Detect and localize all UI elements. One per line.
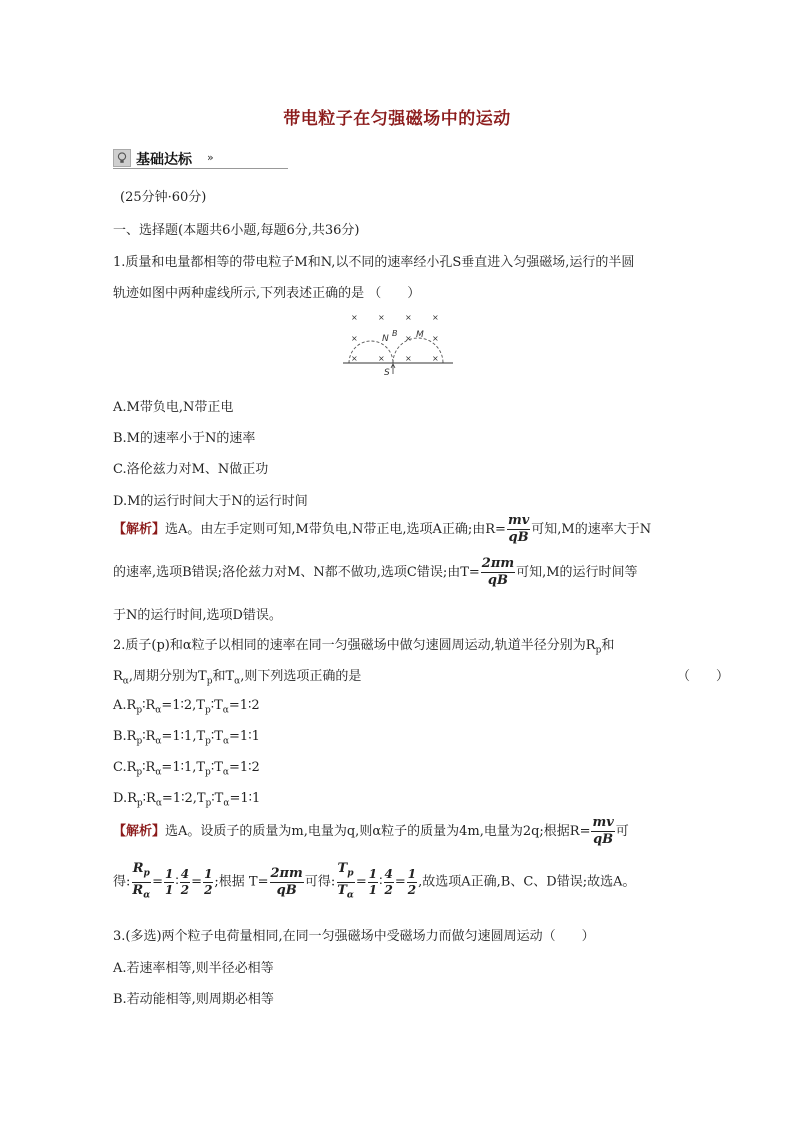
field-cross: ×	[405, 313, 412, 322]
label-s: S	[384, 368, 390, 378]
q2-stem-line1: 2.质子(p)和α粒子以相同的速率在同一匀强磁场中做匀速圆周运动,轨道半径分别为$R_p$和	[113, 638, 615, 656]
q1-analysis-line3: 于N的运行时间,选项D错误。	[113, 608, 282, 623]
q2-analysis-line2: 得: $\frac{R_p}{R_\alpha}$ = $\frac{1}{1}$ ∶ $\frac{4}{2}$ = $\frac{1}{2}$ ;根据 T= $\frac{2\pi m}{qB}$ 可得: $\frac{T_p}{T_\alpha}$ = $\frac{1}{1}$ ∶ $\frac{4}{2}$ = $\frac{1}{2}$ ,故选项A正确,B、C、D错误;故选A。	[113, 861, 636, 901]
fraction-2pim-qb: $\frac{2\pi m}{qB}$	[270, 865, 303, 898]
analysis-text: 可知,M的运行时间等	[516, 565, 638, 580]
fraction-4-2: $\frac{4}{2}$	[384, 866, 393, 897]
analysis-text: 的速率,选项B错误;洛伦兹力对M、N都不做功,选项C错误;由T=	[113, 565, 480, 580]
field-cross: ×	[405, 354, 412, 363]
q3-stem: 3.(多选)两个粒子电荷量相同,在同一匀强磁场中受磁场力而做匀速圆周运动（ ）	[113, 929, 595, 944]
q2-answer-bracket: （ ）	[677, 669, 730, 684]
q3-option-a: A.若速率相等,则半径必相等	[113, 961, 274, 976]
q3-option-b: B.若动能相等,则周期必相等	[113, 992, 274, 1007]
fraction-1-2: $\frac{1}{2}$	[407, 866, 417, 897]
fraction-1-1: $\frac{1}{1}$	[368, 866, 378, 897]
q2-analysis-line1: 【解析】选A。设质子的质量为m,电量为q,则α粒子的质量为4m,电量为2q;根据R= $\frac{mv}{qB}$ 可	[113, 815, 629, 847]
page-title: 带电粒子在匀强磁场中的运动	[283, 109, 511, 129]
field-cross: ×	[405, 334, 412, 343]
analysis-text: 可知,M的速率大于N	[531, 522, 652, 537]
field-cross: ×	[351, 334, 358, 343]
q2-option-b: $B.R_p∶R_\alpha=1∶1,T_p∶T_\alpha=1∶1$	[113, 729, 260, 747]
q1-option-a: A.M带负电,N带正电	[113, 400, 234, 415]
q1-option-b: B.M的速率小于N的速率	[113, 431, 256, 446]
field-cross: ×	[432, 354, 439, 363]
lightbulb-icon	[113, 149, 131, 167]
fraction-mv-qb: $\frac{mv}{qB}$	[507, 513, 530, 545]
q1-magnetic-field-diagram	[343, 306, 455, 378]
fraction-tp-ta: $\frac{T_p}{T_\alpha}$	[337, 861, 354, 901]
q1-stem-line1: 1.质量和电量都相等的带电粒子M和N,以不同的速率经小孔S垂直进入匀强磁场,运行的半圆	[113, 255, 635, 270]
fraction-1-2: $\frac{1}{2}$	[204, 866, 213, 897]
analysis-tag: 【解析】	[113, 824, 166, 839]
q2-option-d: $D.R_p∶R_\alpha=1∶2,T_p∶T_\alpha=1∶1$	[113, 791, 261, 809]
analysis-tag: 【解析】	[113, 522, 166, 537]
q2-stem-line2: $R_\alpha$,周期分别为$T_p$和$T_\alpha$,则下列选项正确的是	[113, 669, 362, 687]
fraction-2pim-qb: $\frac{2\pi m}{qB}$	[481, 556, 515, 588]
field-cross: ×	[351, 313, 358, 322]
fraction-4-2: $\frac{4}{2}$	[180, 866, 190, 897]
q2-option-c: $C.R_p∶R_\alpha=1∶1,T_p∶T_\alpha=1∶2$	[113, 760, 260, 778]
field-cross: ×	[432, 313, 439, 322]
section-label: 基础达标	[136, 152, 192, 168]
label-m: M	[416, 330, 424, 340]
q1-stem-line2: 轨迹如图中两种虚线所示,下列表述正确的是 （ ）	[113, 286, 421, 301]
field-cross: ×	[351, 354, 358, 363]
field-cross: ×	[378, 313, 385, 322]
part1-heading: 一、选择题(本题共6小题,每题6分,共36分)	[113, 223, 360, 238]
q1-option-c: C.洛伦兹力对M、N做正功	[113, 462, 269, 477]
field-cross: ×	[378, 354, 385, 363]
fraction-rp-ra: $\frac{R_p}{R_\alpha}$	[132, 861, 151, 901]
label-b: B	[392, 329, 398, 338]
fraction-1-1: $\frac{1}{1}$	[165, 866, 174, 897]
q1-option-d: D.M的运行时间大于N的运行时间	[113, 494, 308, 509]
analysis-text: 选A。由左手定则可知,M带负电,N带正电,选项A正确;由R=	[165, 522, 506, 537]
q1-analysis-line2	[113, 557, 638, 589]
time-info: (25分钟·60分)	[120, 190, 207, 205]
chevron-right-icon: »	[207, 151, 214, 164]
q2-option-a: $A.R_p∶R_\alpha=1∶2,T_p∶T_\alpha=1∶2$	[113, 698, 260, 716]
fraction-mv-qb: $\frac{mv}{qB}$	[592, 815, 614, 847]
field-cross: ×	[432, 334, 439, 343]
section-header	[113, 148, 293, 170]
q1-analysis-line1	[113, 514, 651, 546]
label-n: N	[382, 334, 389, 344]
